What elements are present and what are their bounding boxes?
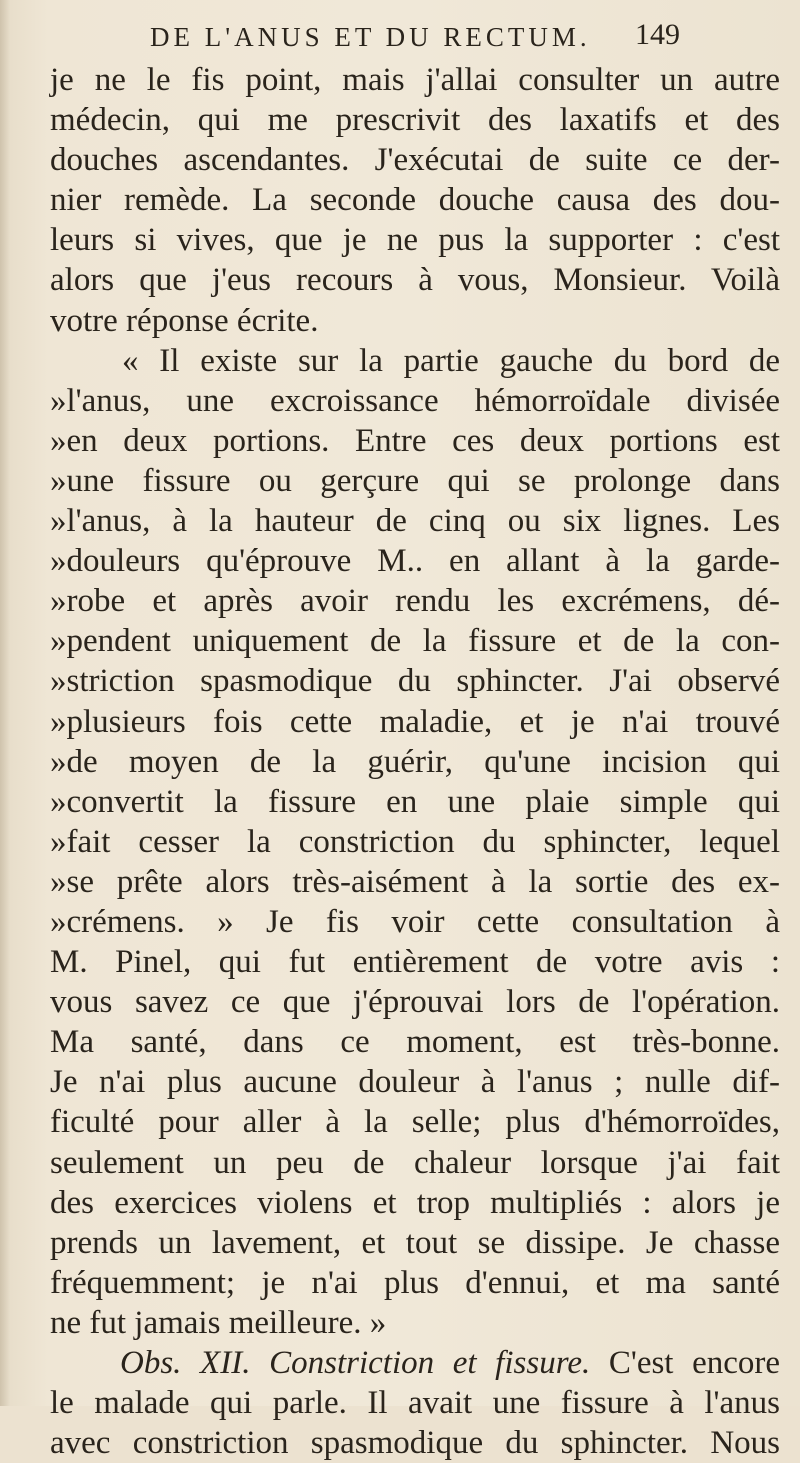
text-line: médecin, qui me prescrivit des laxatifs et des	[50, 102, 780, 139]
page-number: 149	[635, 18, 680, 51]
quote-line: »se prête alors très-aisément à la sortie des ex-	[50, 863, 780, 900]
text-line: ficulté pour aller à la selle; plus d'hémorroïdes,	[50, 1104, 780, 1141]
text-line: le malade qui parle. Il avait une fissure à l'anus	[50, 1385, 780, 1422]
quote-line: »pendent uniquement de la fissure et de la con-	[50, 623, 780, 660]
text-line: prends un lavement, et tout se dissipe. Je chasse	[50, 1224, 780, 1261]
body-text	[50, 60, 780, 1463]
text-line: je ne le fis point, mais j'allai consulter un autre	[50, 62, 780, 98]
quote-line: »striction spasmodique du sphincter. J'ai observé	[50, 663, 780, 700]
quote-line: »fait cesser la constriction du sphincter, lequel	[50, 823, 780, 860]
quote-line: »convertit la fissure en une plaie simple qui	[50, 783, 780, 820]
quote-line: »crémens. » Je fis voir cette consultation à	[50, 903, 780, 940]
observation-heading	[50, 1343, 780, 1383]
text-line: douches ascendantes. J'exécutai de suite ce der-	[50, 142, 780, 179]
text-line: Je n'ai plus aucune douleur à l'anus ; nulle dif-	[50, 1064, 780, 1101]
text-line: nier remède. La seconde douche causa des dou-	[50, 182, 780, 219]
quote-line: »l'anus, une excroissance hémorroïdale divisée	[50, 382, 780, 419]
quote-line: »une fissure ou gerçure qui se prolonge dans	[50, 462, 780, 499]
text-line: votre réponse écrite.	[50, 302, 319, 339]
observation-text: C'est encore	[608, 1345, 781, 1381]
text-line: leurs si vives, que je ne pus la supporter : c'est	[50, 222, 780, 259]
quote-line: »de moyen de la guérir, qu'une incision qui	[50, 743, 780, 780]
text-line: fréquemment; je n'ai plus d'ennui, et ma santé	[50, 1264, 780, 1301]
text-line: seulement un peu de chaleur lorsque j'ai fait	[50, 1144, 780, 1181]
running-title: DE L'ANUS ET DU RECTUM.	[150, 22, 591, 52]
page-header	[150, 16, 680, 56]
text-line: Ma santé, dans ce moment, est très-bonne.	[50, 1024, 780, 1061]
quote-start-line: « Il existe sur la partie gauche du bord de	[122, 342, 780, 379]
observation-title: Constriction et fissure.	[269, 1345, 591, 1381]
text-line: avec constriction spasmodique du sphincter. Nous	[50, 1425, 780, 1462]
quote-line: »robe et après avoir rendu les excrémens, dé-	[50, 583, 780, 620]
quote-line: »l'anus, à la hauteur de cinq ou six lignes. Les	[50, 503, 780, 540]
text-line: vous savez ce que j'éprouvai lors de l'opération.	[50, 984, 780, 1021]
text-line: des exercices violens et trop multipliés : alors je	[50, 1184, 780, 1221]
text-line: M. Pinel, qui fut entièrement de votre avis :	[50, 944, 780, 981]
page-edge-shadow	[0, 0, 10, 1406]
text-line: ne fut jamais meilleure. »	[50, 1304, 387, 1341]
quote-line: »plusieurs fois cette maladie, et je n'ai trouvé	[50, 703, 780, 740]
quote-line: »en deux portions. Entre ces deux portions est	[50, 422, 780, 459]
quote-line: »douleurs qu'éprouve M.. en allant à la garde-	[50, 543, 780, 580]
observation-label: Obs. XII.	[120, 1345, 251, 1381]
text-line: alors que j'eus recours à vous, Monsieur. Voilà	[50, 262, 780, 299]
